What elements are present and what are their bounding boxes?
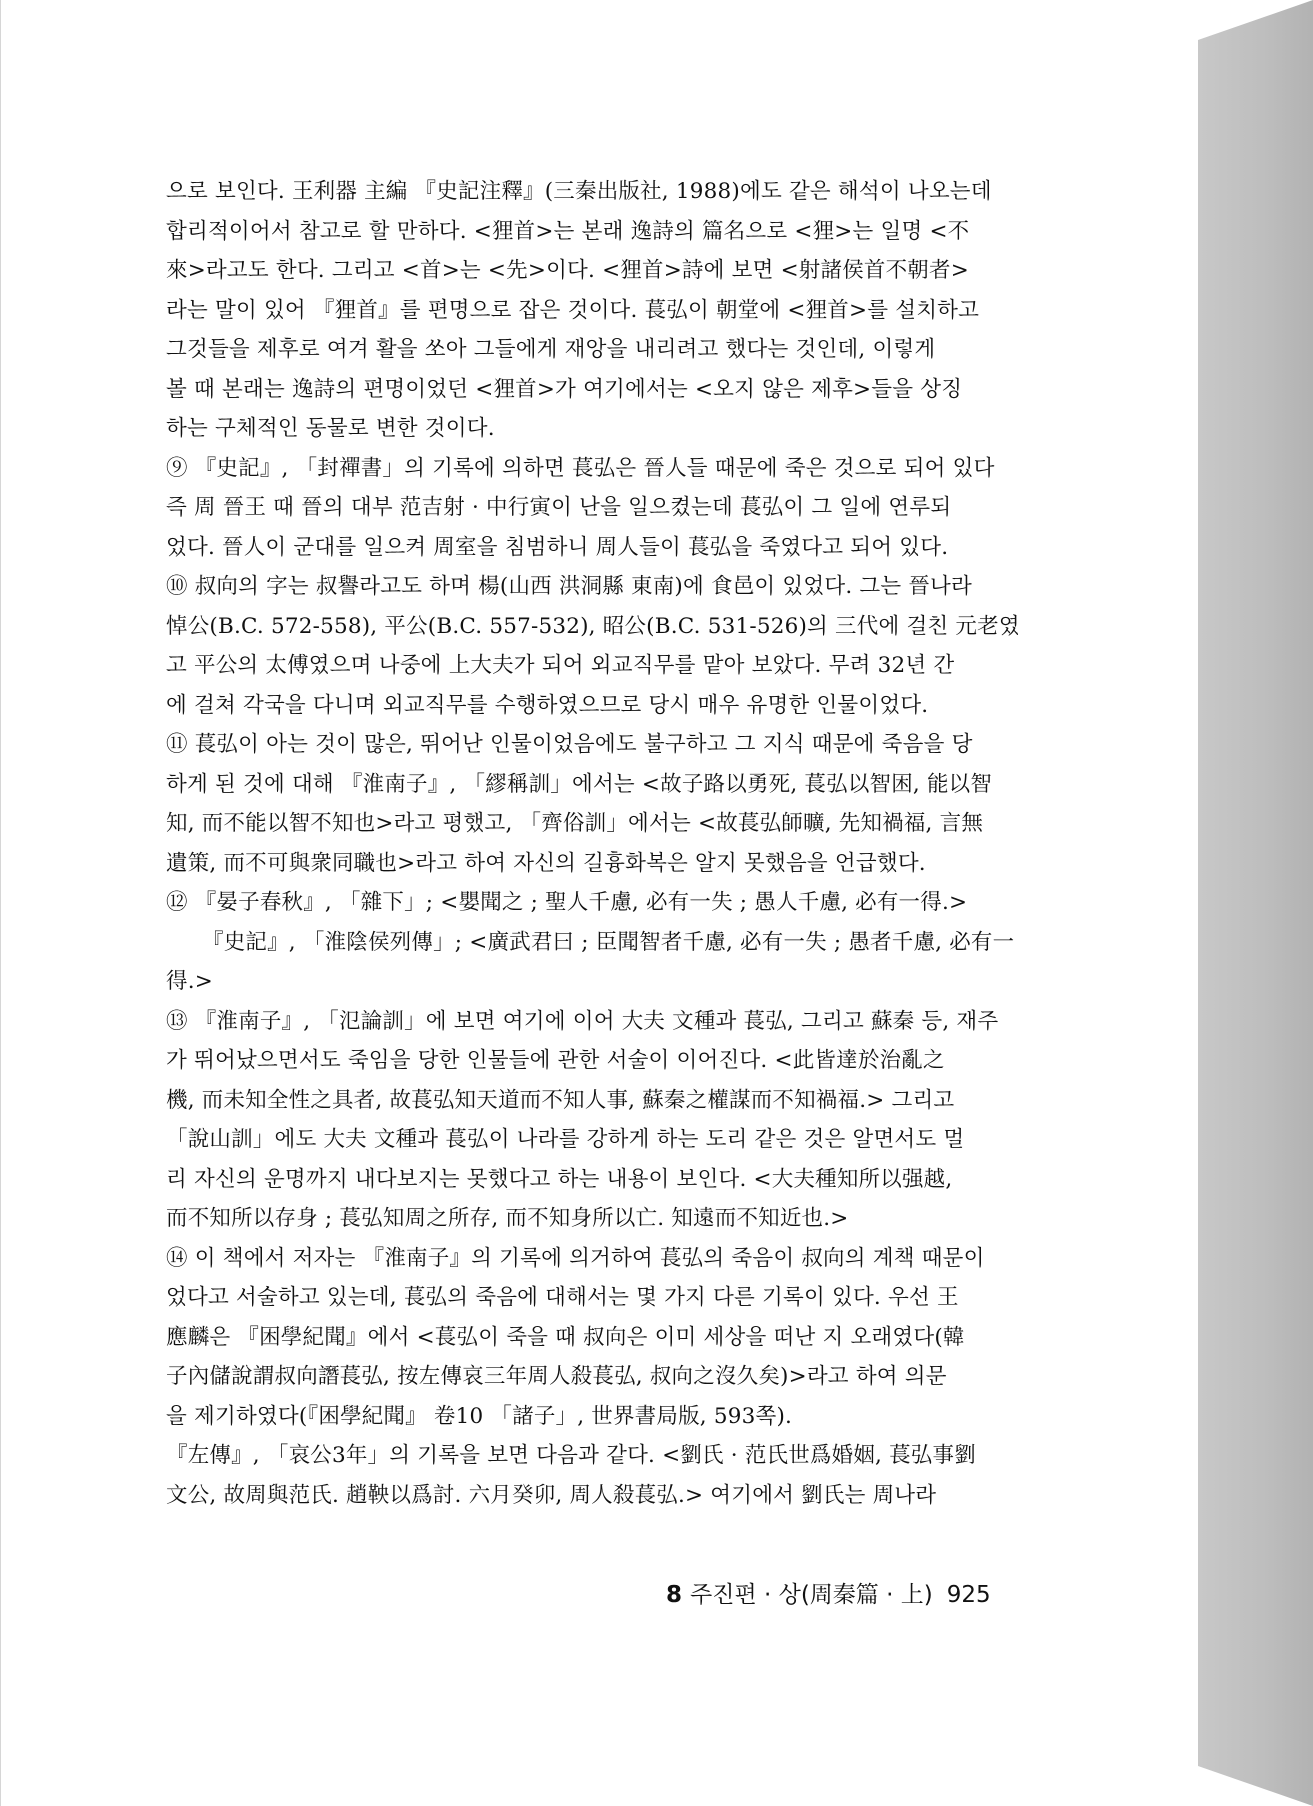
text-line: ⑪ 萇弘이 아는 것이 많은, 뛰어난 인물이었음에도 불구하고 그 지식 때문에 죽음을 당 — [166, 732, 973, 757]
text-line: ⑩ 叔向의 字는 叔譽라고도 하며 楊(山西 洪洞縣 東南)에 食邑이 있었다. 그는 晉나라 — [166, 574, 972, 599]
text-line: 「說山訓」에도 大夫 文種과 萇弘이 나라를 강하게 하는 도리 같은 것은 알면서도 멀 — [166, 1127, 965, 1152]
volume-title: 주진편 · 상(周秦篇 · 上) — [690, 1582, 933, 1608]
page-footer — [666, 1576, 1106, 1609]
text-line: 『史記』, 「淮陰侯列傳」; <廣武君曰 ; 臣聞智者千慮, 必有一失 ; 愚者千慮, 必有一 — [202, 929, 1015, 955]
text-line: 즉 周 晉王 때 晉의 대부 范吉射 · 中行寅이 난을 일으켰는데 萇弘이 그 일에 연루되 — [166, 495, 952, 520]
text-line: 을 제기하였다(『困學紀聞』 卷10 「諸子」, 世界書局版, 593쪽). — [166, 1403, 793, 1429]
text-line: 라는 말이 있어 『狸首』를 편명으로 잡은 것이다. 萇弘이 朝堂에 <狸首>를 설치하고 — [166, 297, 980, 323]
text-line: 그것들을 제후로 여겨 활을 쏘아 그들에게 재앙을 내리려고 했다는 것인데, 이렇게 — [166, 337, 936, 362]
book-edge-bottom-corner — [1198, 1766, 1313, 1806]
text-line: 고 平公의 太傅였으며 나중에 上大夫가 되어 외교직무를 맡아 보았다. 무려 32년 간 — [166, 653, 955, 678]
text-line: 悼公(B.C. 572-558), 平公(B.C. 557-532), 昭公(B.C. 531-526)의 三代에 걸친 元老였 — [166, 613, 1020, 639]
book-spine-edge — [1198, 0, 1313, 1806]
text-line: 機, 而未知全性之具者, 故萇弘知天道而不知人事, 蘇秦之權謀而不知禍福.> 그리고 — [166, 1087, 955, 1113]
text-line: 來>라고도 한다. 그리고 <首>는 <先>이다. <狸首>詩에 보면 <射諸侯首不朝者> — [166, 258, 969, 283]
volume-number: 8 — [666, 1582, 683, 1608]
text-line: ⑨ 『史記』, 「封禪書」의 기록에 의하면 萇弘은 晉人들 때문에 죽은 것으로 되어 있다 — [166, 455, 995, 481]
text-line: 리 자신의 운명까지 내다보지는 못했다고 하는 내용이 보인다. <大夫種知所以强越, — [166, 1166, 953, 1192]
text-line: 었다. 晉人이 군대를 일으켜 周室을 침범하니 周人들이 萇弘을 죽였다고 되어 있다. — [166, 534, 949, 560]
text-line: 得.> — [166, 969, 213, 994]
text-line: ⑭ 이 책에서 저자는 『淮南子』의 기록에 의거하여 萇弘의 죽음이 叔向의 계책 때문이 — [166, 1245, 985, 1271]
text-line: 文公, 故周與范氏. 趙鞅以爲討. 六月癸卯, 周人殺萇弘.> 여기에서 劉氏는 周나라 — [166, 1482, 937, 1508]
book-edge-top-corner — [1198, 0, 1313, 40]
text-line: 하는 구체적인 동물로 변한 것이다. — [166, 416, 495, 441]
text-line: 知, 而不能以智不知也>라고 평했고, 「齊俗訓」에서는 <故萇弘師曠, 先知禍福, 言無 — [166, 811, 984, 836]
text-line: 하게 된 것에 대해 『淮南子』, 「繆稱訓」에서는 <故子路以勇死, 萇弘以智困, 能以智 — [166, 771, 993, 797]
text-line: 볼 때 본래는 逸詩의 편명이었던 <狸首>가 여기에서는 <오지 않은 제후>들을 상징 — [166, 376, 963, 402]
text-line: 而不知所以存身 ; 萇弘知周之所存, 而不知身所以亡. 知遠而不知近也.> — [166, 1206, 849, 1231]
text-line: 었다고 서술하고 있는데, 萇弘의 죽음에 대해서는 몇 가지 다른 기록이 있다. 우선 王 — [166, 1285, 959, 1310]
text-line: 遺策, 而不可與衆同職也>라고 하여 자신의 길흉화복은 알지 못했음을 언급했다. — [166, 850, 926, 876]
text-line: ⑬ 『淮南子』, 「氾論訓」에 보면 여기에 이어 大夫 文種과 萇弘, 그리고 蘇秦 등, 재주 — [166, 1008, 999, 1034]
text-line: 에 걸쳐 각국을 다니며 외교직무를 수행하였으므로 당시 매우 유명한 인물이었다. — [166, 692, 929, 718]
text-line: 으로 보인다. 王利器 主編 『史記注釋』(三秦出版社, 1988)에도 같은 해석이 나오는데 — [166, 179, 992, 204]
text-line: 應麟은 『困學紀聞』에서 <萇弘이 죽을 때 叔向은 이미 세상을 떠난 지 오래였다(韓 — [166, 1324, 965, 1350]
page-body — [166, 172, 1036, 1515]
page-number: 925 — [946, 1582, 991, 1608]
text-line: ⑫ 『晏子春秋』, 「雜下」; <嬰聞之 ; 聖人千慮, 必有一失 ; 愚人千慮, 必有一得.> — [166, 890, 968, 915]
text-line: 子內儲說謂叔向譖萇弘, 按左傳哀三年周人殺萇弘, 叔向之沒久矣)>라고 하여 의문 — [166, 1364, 947, 1389]
text-line: 가 뛰어났으면서도 죽임을 당한 인물들에 관한 서술이 이어진다. <此皆達於治亂之 — [166, 1048, 945, 1073]
text-line: 합리적이어서 참고로 할 만하다. <狸首>는 본래 逸詩의 篇名으로 <狸>는 일명 <不 — [166, 218, 970, 244]
text-line: 『左傳』, 「哀公3年」의 기록을 보면 다음과 같다. <劉氏 · 范氏世爲婚姻, 萇弘事劉 — [166, 1443, 976, 1468]
